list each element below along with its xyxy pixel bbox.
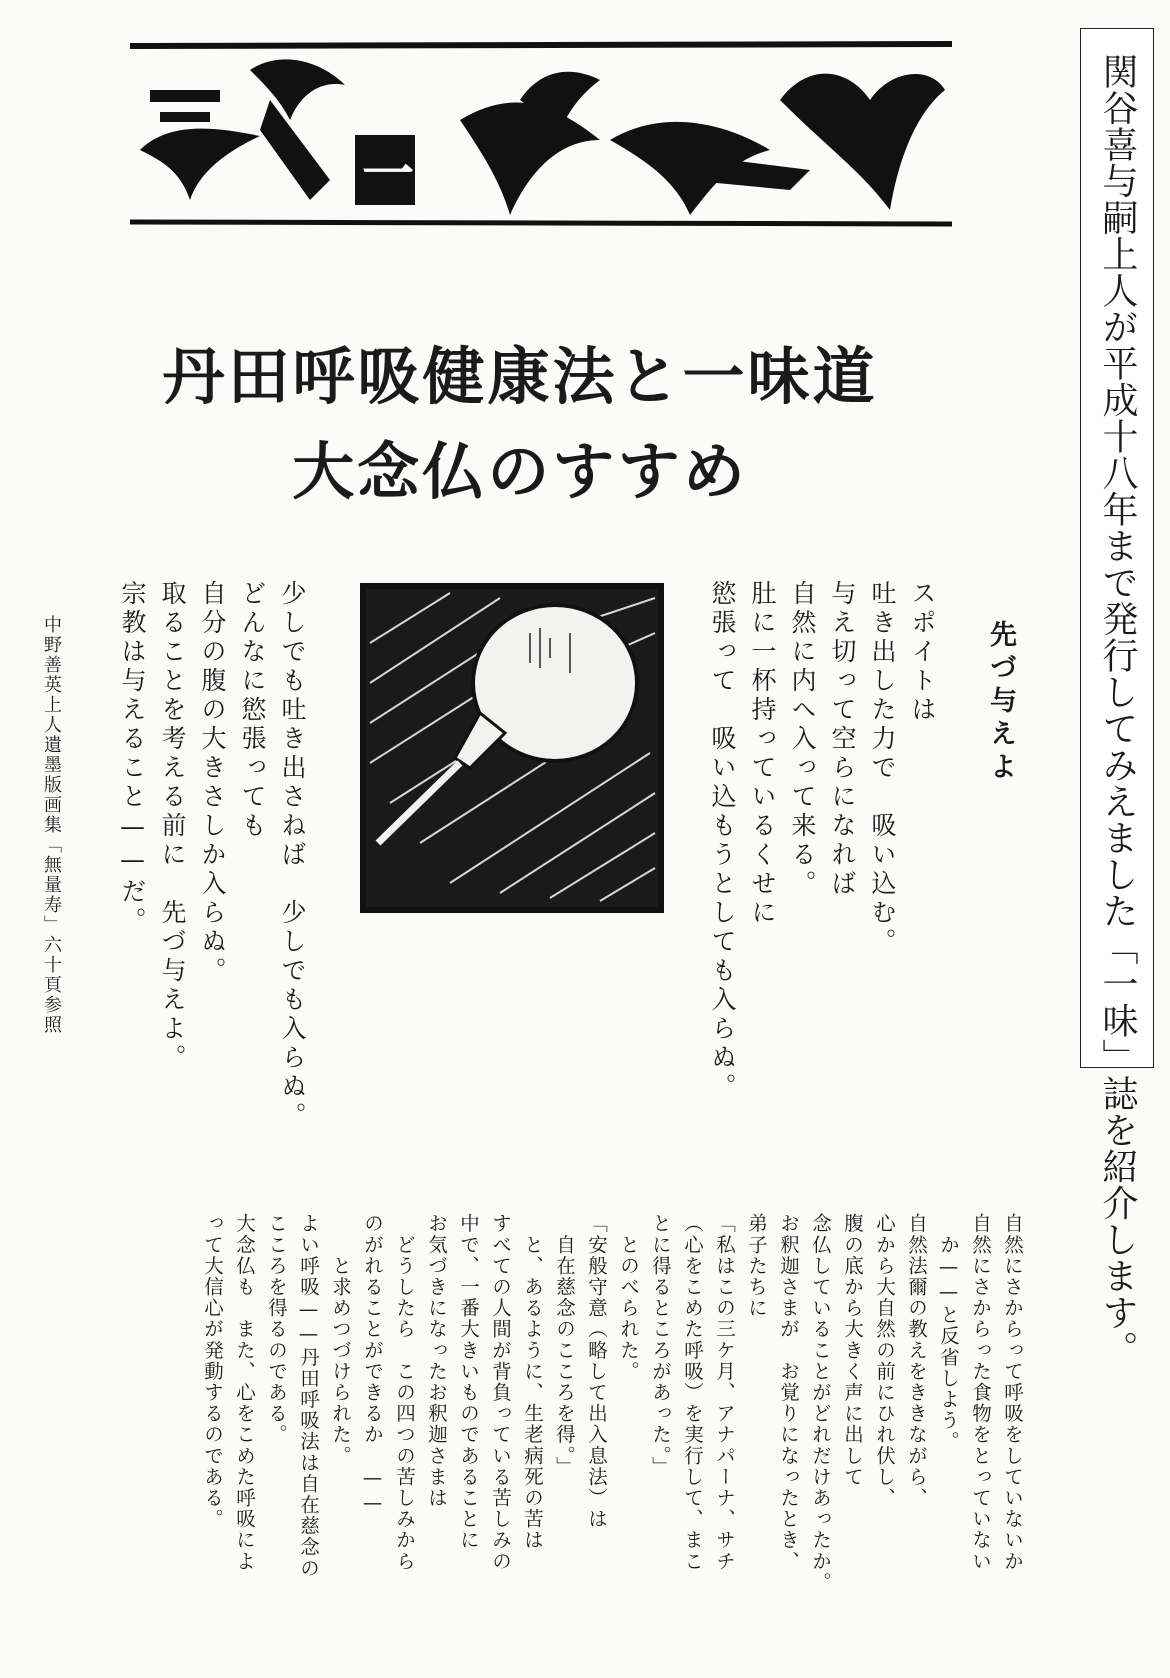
poem-text-part-1: スポイトは 吐き出した力で 吸い込む。 与え切って空らになれば 自然に内へ入って来る。 肚に一杯持っているくせに 慾張って 吸い込もうとしても入らぬ。 (708, 580, 937, 1102)
page-title-line-1: 丹田呼吸健康法と一味道 (162, 340, 878, 413)
source-credit: 中野善英上人遺墨版画集「無量寿」六十頁参照 (41, 615, 62, 1035)
side-caption-box (1080, 28, 1154, 1367)
banner-logo-text: 一味 (362, 145, 467, 205)
side-caption-text: 関谷喜与嗣上人が平成十八年まで発行してみえました「一味」誌を紹介します。 (1097, 53, 1138, 1367)
banner-woodcut-image (130, 40, 952, 230)
page-title-line-2: 大念仏のすすめ (292, 435, 748, 508)
poem-text-part-2: 少しでも吐き出さねば 少しでも入らぬ。 どんなに慾張っても 自分の腹の大きさしか入らぬ。 取ることを考える前に 先づ与えよ。 宗教は与えること——だ。 (118, 580, 307, 1131)
dropper-woodcut-image (360, 583, 664, 913)
body-prose: 自然にさからって呼吸をしていないか 自然にさからった食物をとっていない か——と反省しよう。 自然法爾の教えをききながら、 心から大自然の前にひれ伏し、 腹の底から大きく声に出して 念仏していることがどれだけあったか。 お釈迦さまが お覚りになったとき、 弟子たちに 「私はこの三ケ月、アナパーナ、サチ （心をこめた呼吸）を実行して、まこ とに得るところがあった。」 とのべられた。 「安般守意（略して出入息法）は 自在慈念のこころを得。」 と、あるように、生老病死の苦は すべての人間が背負っている苦しみの 中で、一番大きいものであることに お気づきになったお釈迦さまは どうしたら この四つの苦しみから のがれることができるか —— と求めつづけられた。 よい呼吸——丹田呼吸法は自在慈念の こころを得るのである。 大念仏も また、心をこめた呼吸によ って大信心が発動するのである。 (201, 1213, 1024, 1593)
header-banner (130, 40, 952, 230)
poem-heading: 先づ与えよ (985, 620, 1016, 785)
